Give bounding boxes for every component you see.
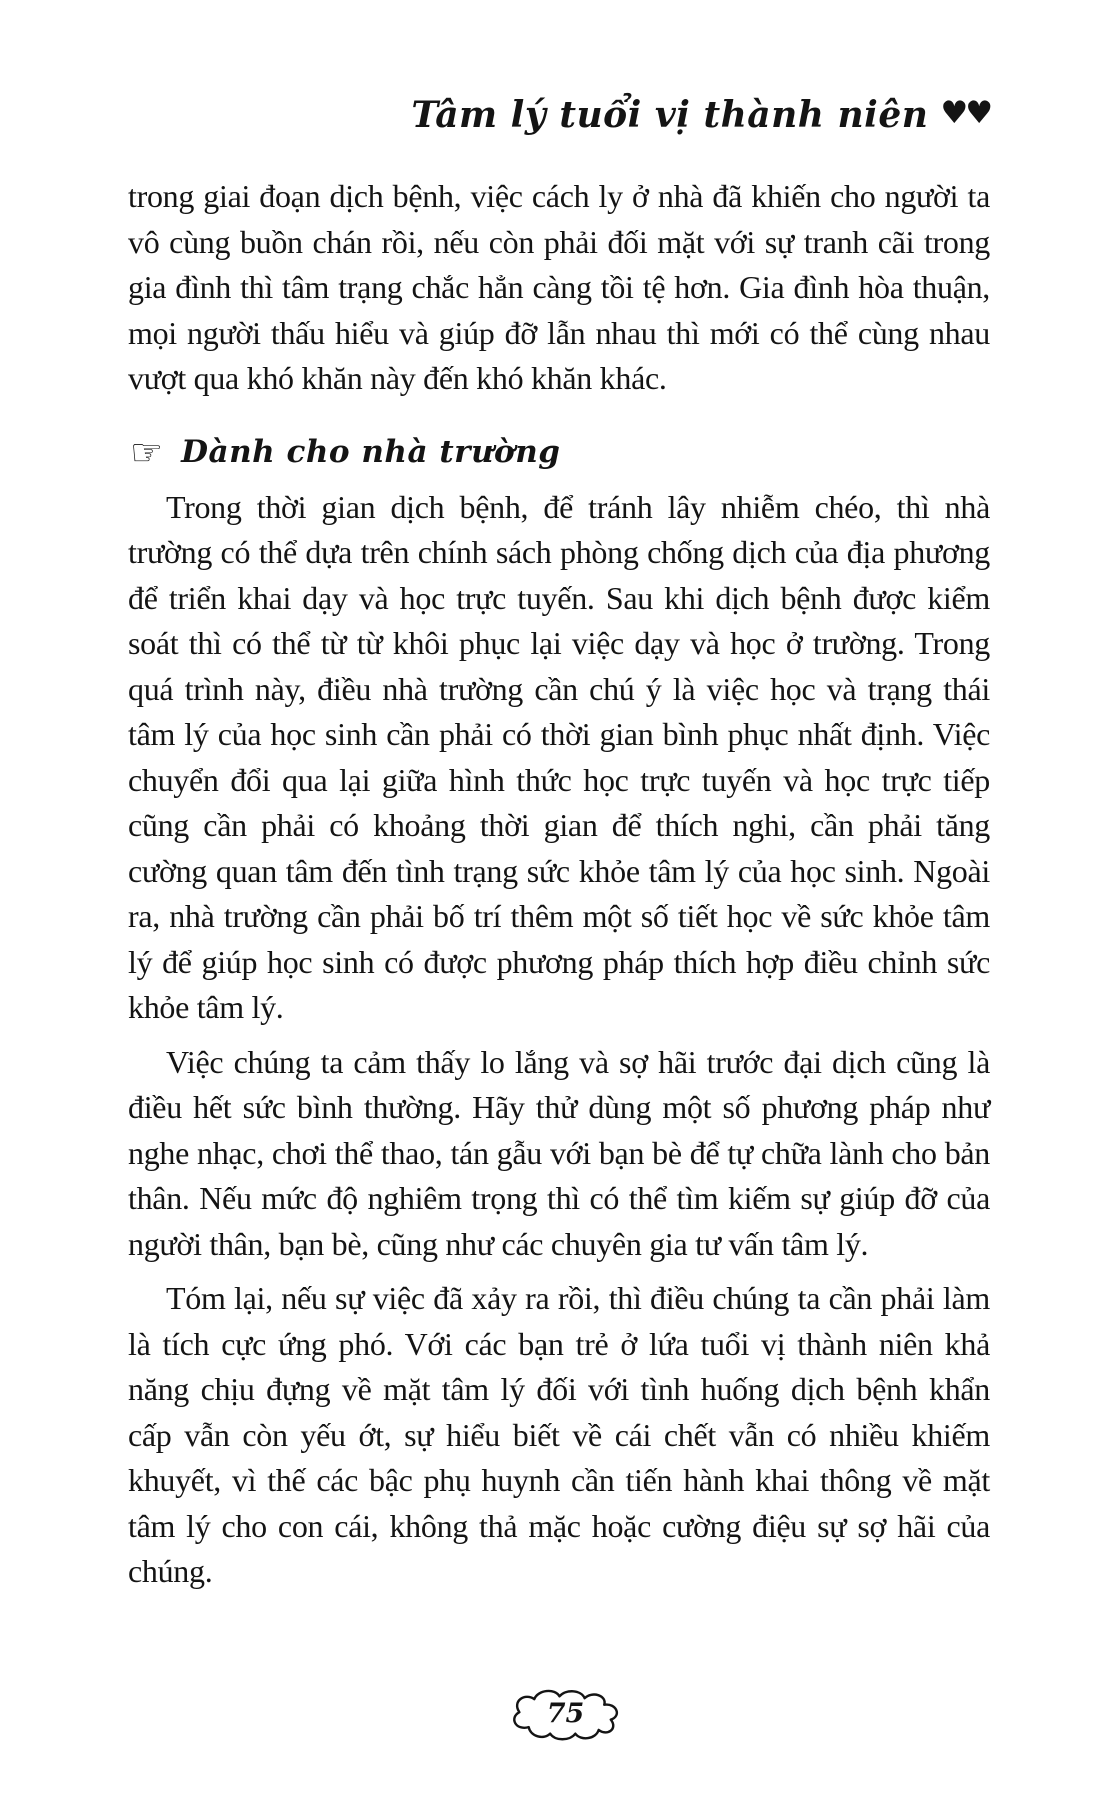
paragraph-school-guidance: Trong thời gian dịch bệnh, để tránh lây nhiễm chéo, thì nhà trường có thể dựa trên chính sách phòng chống dịch của địa phương để triển khai dạy và học trực tuyến. Sau khi dịch bệnh được kiểm soát thì có thể từ từ khôi phục lại việc dạy và học ở trường. Trong quá trình này, điều nhà trường cần chú ý là việc học và trạng thái tâm lý của học sinh cần phải có thời gian bình phục nhất định. Việc chuyển đổi qua lại giữa hình thức học trực tuyến và học trực tiếp cũng cần phải có khoảng thời gian để thích nghi, cần phải tăng cường quan tâm đến tình trạng sức khỏe tâm lý của học sinh. Ngoài ra, nhà trường cần phải bố trí thêm một số tiết học về sức khỏe tâm lý để giúp học sinh có được phương pháp thích hợp điều chỉnh sức khỏe tâm lý. — [128, 488, 990, 1025]
paragraph-self-healing: Việc chúng ta cảm thấy lo lắng và sợ hãi trước đại dịch cũng là điều hết sức bình thường. Hãy thử dùng một số phương pháp như nghe nhạc, chơi thể thao, tán gẫu với bạn bè để tự chữa lành cho bản thân. Nếu mức độ nghiêm trọng thì có thể tìm kiếm sự giúp đỡ của người thân, bạn bè, cũng như các chuyên gia tư vấn tâm lý. — [128, 1043, 990, 1262]
paragraph-summary: Tóm lại, nếu sự việc đã xảy ra rồi, thì điều chúng ta cần phải làm là tích cực ứng phó. Với các bạn trẻ ở lứa tuổi vị thành niên khả năng chịu đựng về mặt tâm lý đối với tình huống dịch bệnh khẩn cấp vẫn còn yếu ớt, sự hiểu biết về cái chết vẫn có nhiều khiếm khuyết, vì thế các bậc phụ huynh cần tiến hành khai thông về mặt tâm lý cho con cái, không thả mặc hoặc cường điệu sự sợ hãi của chúng. — [128, 1280, 990, 1589]
running-header-title: Tâm lý tuổi vị thành niên — [411, 94, 929, 136]
hearts-icon: ♥♥ — [940, 94, 990, 131]
running-header — [128, 92, 990, 138]
paragraph-family-harmony: trong giai đoạn dịch bệnh, việc cách ly ở nhà đã khiến cho người ta vô cùng buồn chán rồi, nếu còn phải đối mặt với sự tranh cãi trong gia đình thì tâm trạng chắc hẳn càng tồi tệ hơn. Gia đình hòa thuận, mọi người thấu hiểu và giúp đỡ lẫn nhau thì mới có thể cùng nhau vượt qua khó khăn này đến khó khăn khác. — [128, 178, 990, 396]
section-heading-label: Dành cho nhà trường — [181, 434, 561, 470]
pointing-hand-icon: ☞ — [130, 430, 164, 474]
section-heading — [130, 430, 990, 474]
page-number: 75 — [546, 1698, 585, 1730]
page-number-cloud — [510, 1686, 622, 1744]
